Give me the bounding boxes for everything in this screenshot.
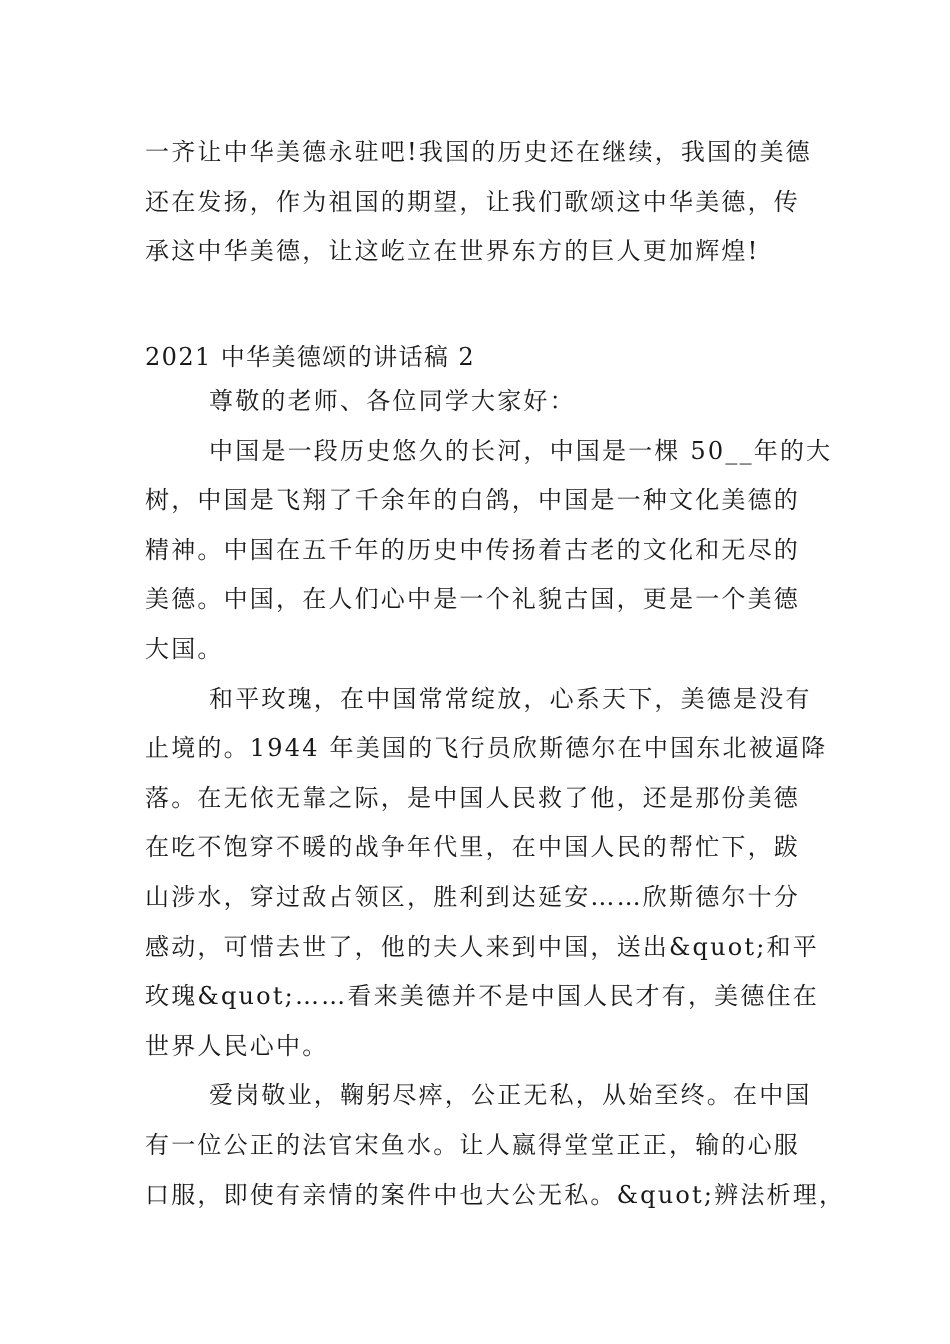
text-line: 大国。 [145, 634, 224, 663]
paragraph-start-line: 和平玫瑰，在中国常常绽放，心系天下，美德是没有 [209, 684, 812, 713]
text-line: 树，中国是飞翔了千余年的白鸽，中国是一种文化美德的 [145, 486, 800, 515]
paragraph-start-line: 爱岗敬业，鞠躬尽瘁，公正无私，从始至终。在中国 [209, 1081, 812, 1110]
section-heading: 2021 中华美德颂的讲话稿 2 [145, 343, 476, 371]
body-text [145, 377, 846, 1220]
text-line: 落。在无依无靠之际，是中国人民救了他，还是那份美德 [145, 783, 800, 812]
text-line: 世界人民心中。 [145, 1031, 329, 1060]
text-line: 口服，即使有亲情的案件中也大公无私。&quot;辨法析理， [145, 1180, 846, 1209]
text-line: 山涉水，穿过敌占领区，胜利到达延安……欣斯德尔十分 [145, 882, 800, 911]
text-line: 一齐让中华美德永驻吧!我国的历史还在继续，我国的美德 [145, 138, 812, 166]
text-line: 承这中华美德，让这屹立在世界东方的巨人更加辉煌! [145, 237, 760, 266]
text-line: 美德。中国，在人们心中是一个礼貌古国，更是一个美德 [145, 585, 800, 614]
salutation-line: 尊敬的老师、各位同学大家好： [209, 387, 576, 415]
intro-paragraph [145, 128, 815, 277]
text-line: 有一位公正的法官宋鱼水。让人嬴得堂堂正正，输的心服 [145, 1130, 800, 1159]
text-line: 在吃不饱穿不暖的战争年代里，在中国人民的帮忙下，跋 [145, 833, 800, 862]
text-line: 玫瑰&quot;……看来美德并不是中国人民才有，美德住在 [145, 982, 819, 1011]
text-line: 精神。中国在五千年的历史中传扬着古老的文化和无尽的 [145, 535, 800, 564]
text-line: 感动，可惜去世了，他的夫人来到中国，送出&quot;和平 [145, 932, 819, 961]
paragraph-start-line: 中国是一段历史悠久的长河，中国是一棵 50__年的大 [209, 436, 833, 465]
text-line: 止境的。1944 年美国的飞行员欣斯德尔在中国东北被逼降 [145, 734, 828, 763]
text-line: 还在发扬，作为祖国的期望，让我们歌颂这中华美德，传 [145, 187, 800, 216]
